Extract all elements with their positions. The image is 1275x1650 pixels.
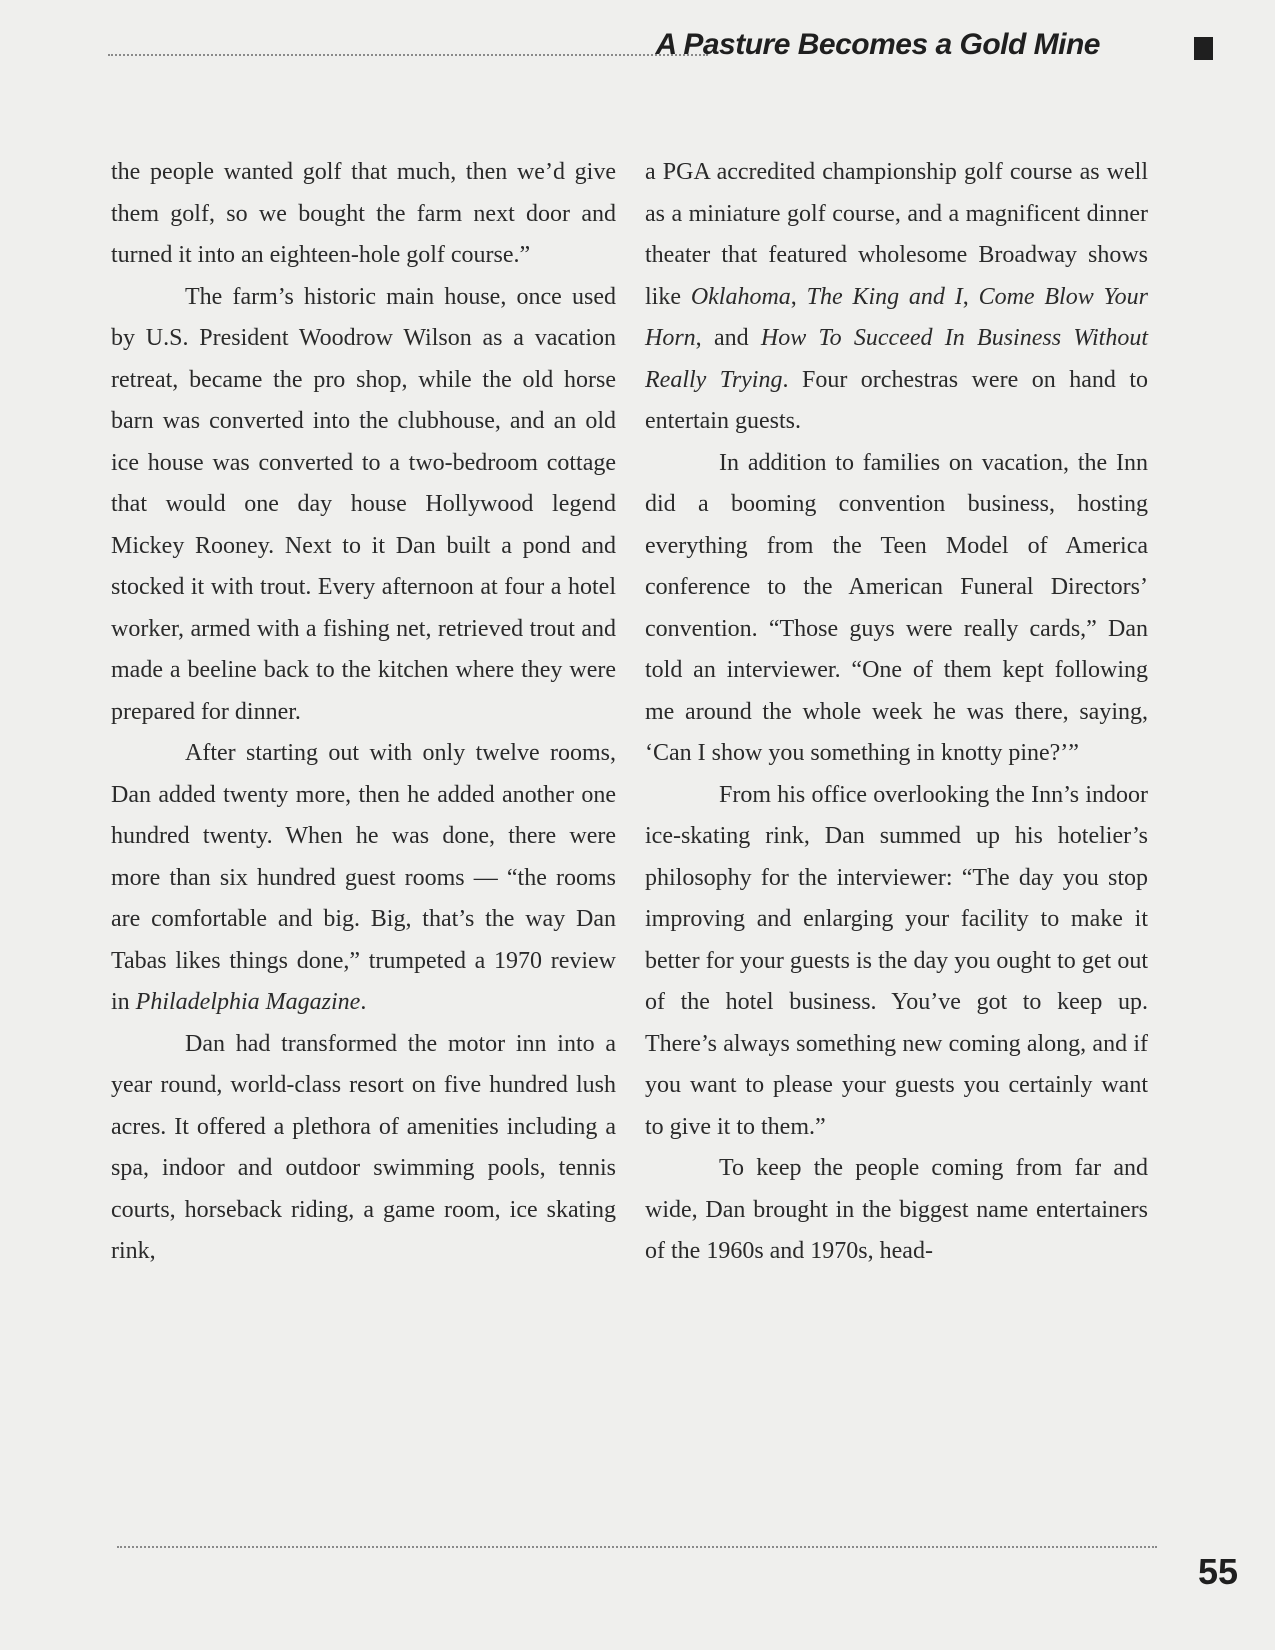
show-title: The King and I	[806, 283, 963, 310]
show-title: How To Succeed In Business Without Really Trying	[645, 325, 1148, 393]
separator: ,	[962, 283, 979, 310]
right-column	[645, 152, 1148, 1273]
page-number: 55	[1197, 1551, 1238, 1592]
paragraph: From his office overlooking the Inn’s indoor ice-skating rink, Dan summed up his hotelier’s philosophy for the interviewer: “The day you stop improving and enlarging your facility to make it better for your guests is the day you ought to get out of the hotel business. You’ve got to keep up. There’s always something new coming along, and if you want to please your guests you certainly want to give it to them.”	[645, 781, 1148, 1140]
paragraph: The farm’s historic main house, once used by U.S. President Woodrow Wilson as a vacation retreat, became the pro shop, while the old horse barn was converted into the clubhouse, and an old ice house was converted to a two-bedroom cottage that would one day house Hollywood legend Mickey Rooney. Next to it Dan built a pond and stocked it with trout. Every afternoon at four a hotel worker, armed with a fishing net, retrieved trout and made a beeline back to the kitchen where they were prepared for dinner.	[111, 283, 616, 725]
paragraph-text: After starting out with only twelve rooms, Dan added twenty more, then he added another one hundred twenty. When he was done, there were more than six hundred guest rooms — “the rooms are comfortable and big. Big, that’s the way Dan Tabas likes things done,” trumpeted a 1970 review in	[111, 740, 616, 1015]
paragraph-text: . Four orchestras were on hand to entertain guests.	[645, 366, 1149, 434]
magazine-title: Philadelphia Magazine	[135, 989, 361, 1015]
paragraph: the people wanted golf that much, then we’d give them golf, so we bought the farm next door and turned it into an eighteen-hole golf course.”	[111, 159, 616, 268]
show-title: Oklahoma	[690, 283, 791, 310]
left-column	[111, 152, 616, 1273]
paragraph	[645, 152, 1148, 443]
header-square-marker	[1194, 37, 1213, 60]
paragraph: In addition to families on vacation, the Inn did a booming convention business, hosting everything from the Teen Model of America conference to the American Funeral Directors’ convention. “Those guys were really cards,” Dan told an interviewer. “One of them kept following me around the whole week he was there, saying, ‘Can I show you something in knotty pine?’”	[645, 449, 1148, 766]
paragraph-text: .	[360, 989, 367, 1015]
paragraph-text: a PGA accredited championship golf course as well as a miniature golf course, and a magnificent dinner theater that featured wholesome Broadway shows like	[645, 159, 1148, 310]
paragraph: Dan had transformed the motor inn into a year round, world-class resort on five hundred lush acres. It offered a plethora of amenities including a spa, indoor and outdoor swimming pools, tennis courts, horseback riding, a game room, ice skating rink,	[111, 1030, 616, 1264]
header-dotted-rule	[108, 54, 708, 56]
paragraph	[111, 733, 616, 1024]
separator: ,	[790, 283, 807, 310]
show-title: Come Blow Your Horn	[645, 283, 1149, 351]
footer-dotted-rule	[117, 1546, 1157, 1548]
paragraph: To keep the people coming from far and wide, Dan brought in the biggest name entertainers of the 1960s and 1970s, head-	[645, 1155, 1148, 1264]
running-title: A Pasture Becomes a Gold Mine	[655, 28, 1100, 61]
separator: , and	[695, 325, 761, 351]
